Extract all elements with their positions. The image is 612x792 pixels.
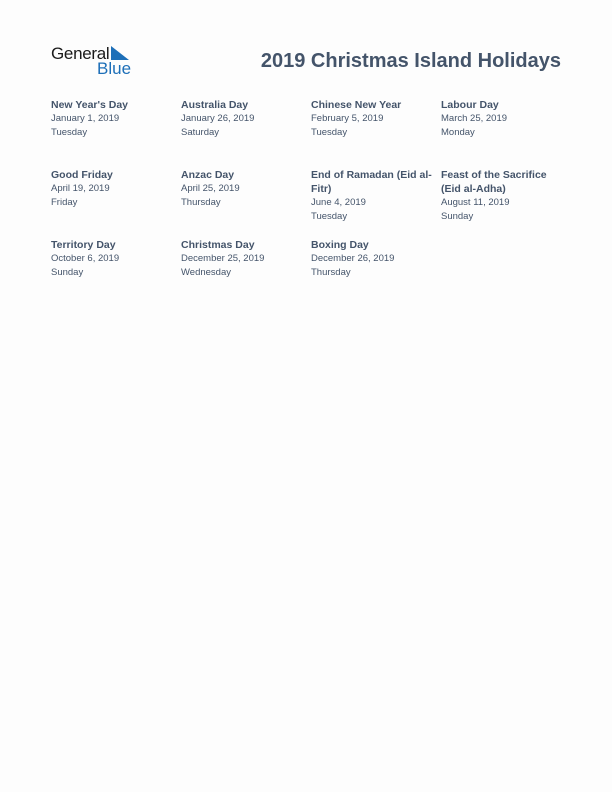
holiday-name: Anzac Day bbox=[181, 169, 235, 181]
holiday-name: Territory Day bbox=[51, 239, 116, 251]
holiday-item bbox=[441, 98, 571, 168]
holiday-item bbox=[51, 98, 181, 168]
holiday-grid bbox=[51, 98, 571, 308]
logo-text-general: General bbox=[51, 44, 110, 63]
holiday-date: January 26, 2019 bbox=[181, 113, 255, 124]
holiday-weekday: Tuesday bbox=[51, 127, 88, 138]
holiday-date: October 6, 2019 bbox=[51, 253, 120, 264]
logo-text-blue: Blue bbox=[97, 59, 132, 78]
holiday-name: Christmas Day bbox=[181, 239, 255, 251]
holiday-weekday: Wednesday bbox=[181, 267, 231, 278]
holiday-date: April 25, 2019 bbox=[181, 183, 240, 194]
holiday-name: End of Ramadan (Eid al-Fitr) bbox=[311, 169, 432, 195]
holiday-item bbox=[311, 98, 441, 168]
holiday-name: Chinese New Year bbox=[311, 99, 402, 111]
holiday-item bbox=[181, 168, 311, 238]
holiday-item bbox=[181, 238, 311, 308]
holiday-item bbox=[311, 168, 441, 238]
holiday-weekday: Thursday bbox=[181, 197, 221, 208]
holiday-item bbox=[311, 238, 441, 308]
holiday-date: April 19, 2019 bbox=[51, 183, 110, 194]
holiday-weekday: Sunday bbox=[441, 211, 474, 222]
holiday-name: Good Friday bbox=[51, 169, 113, 181]
holiday-name: New Year's Day bbox=[51, 99, 129, 111]
holiday-weekday: Monday bbox=[441, 127, 475, 138]
holiday-date: August 11, 2019 bbox=[441, 197, 510, 208]
holiday-date: December 26, 2019 bbox=[311, 253, 395, 264]
logo bbox=[51, 44, 141, 78]
holiday-name: Feast of the Sacrifice (Eid al-Adha) bbox=[441, 169, 547, 195]
holiday-name: Boxing Day bbox=[311, 239, 369, 251]
page-title: 2019 Christmas Island Holidays bbox=[260, 50, 561, 72]
holiday-weekday: Friday bbox=[51, 197, 78, 208]
logo-triangle-icon bbox=[111, 46, 129, 60]
holiday-weekday: Thursday bbox=[311, 267, 351, 278]
holiday-date: February 5, 2019 bbox=[311, 113, 384, 124]
holiday-item bbox=[51, 238, 181, 308]
holiday-date: June 4, 2019 bbox=[311, 197, 366, 208]
holiday-date: March 25, 2019 bbox=[441, 113, 508, 124]
holiday-weekday: Tuesday bbox=[311, 211, 348, 222]
holiday-weekday: Saturday bbox=[181, 127, 220, 138]
holiday-item bbox=[51, 168, 181, 238]
holiday-name: Australia Day bbox=[181, 99, 249, 111]
holiday-date: December 25, 2019 bbox=[181, 253, 265, 264]
holiday-weekday: Tuesday bbox=[311, 127, 348, 138]
holiday-weekday: Sunday bbox=[51, 267, 84, 278]
holiday-name: Labour Day bbox=[441, 99, 499, 111]
holiday-item bbox=[181, 98, 311, 168]
holiday-date: January 1, 2019 bbox=[51, 113, 120, 124]
holiday-item bbox=[441, 168, 571, 238]
